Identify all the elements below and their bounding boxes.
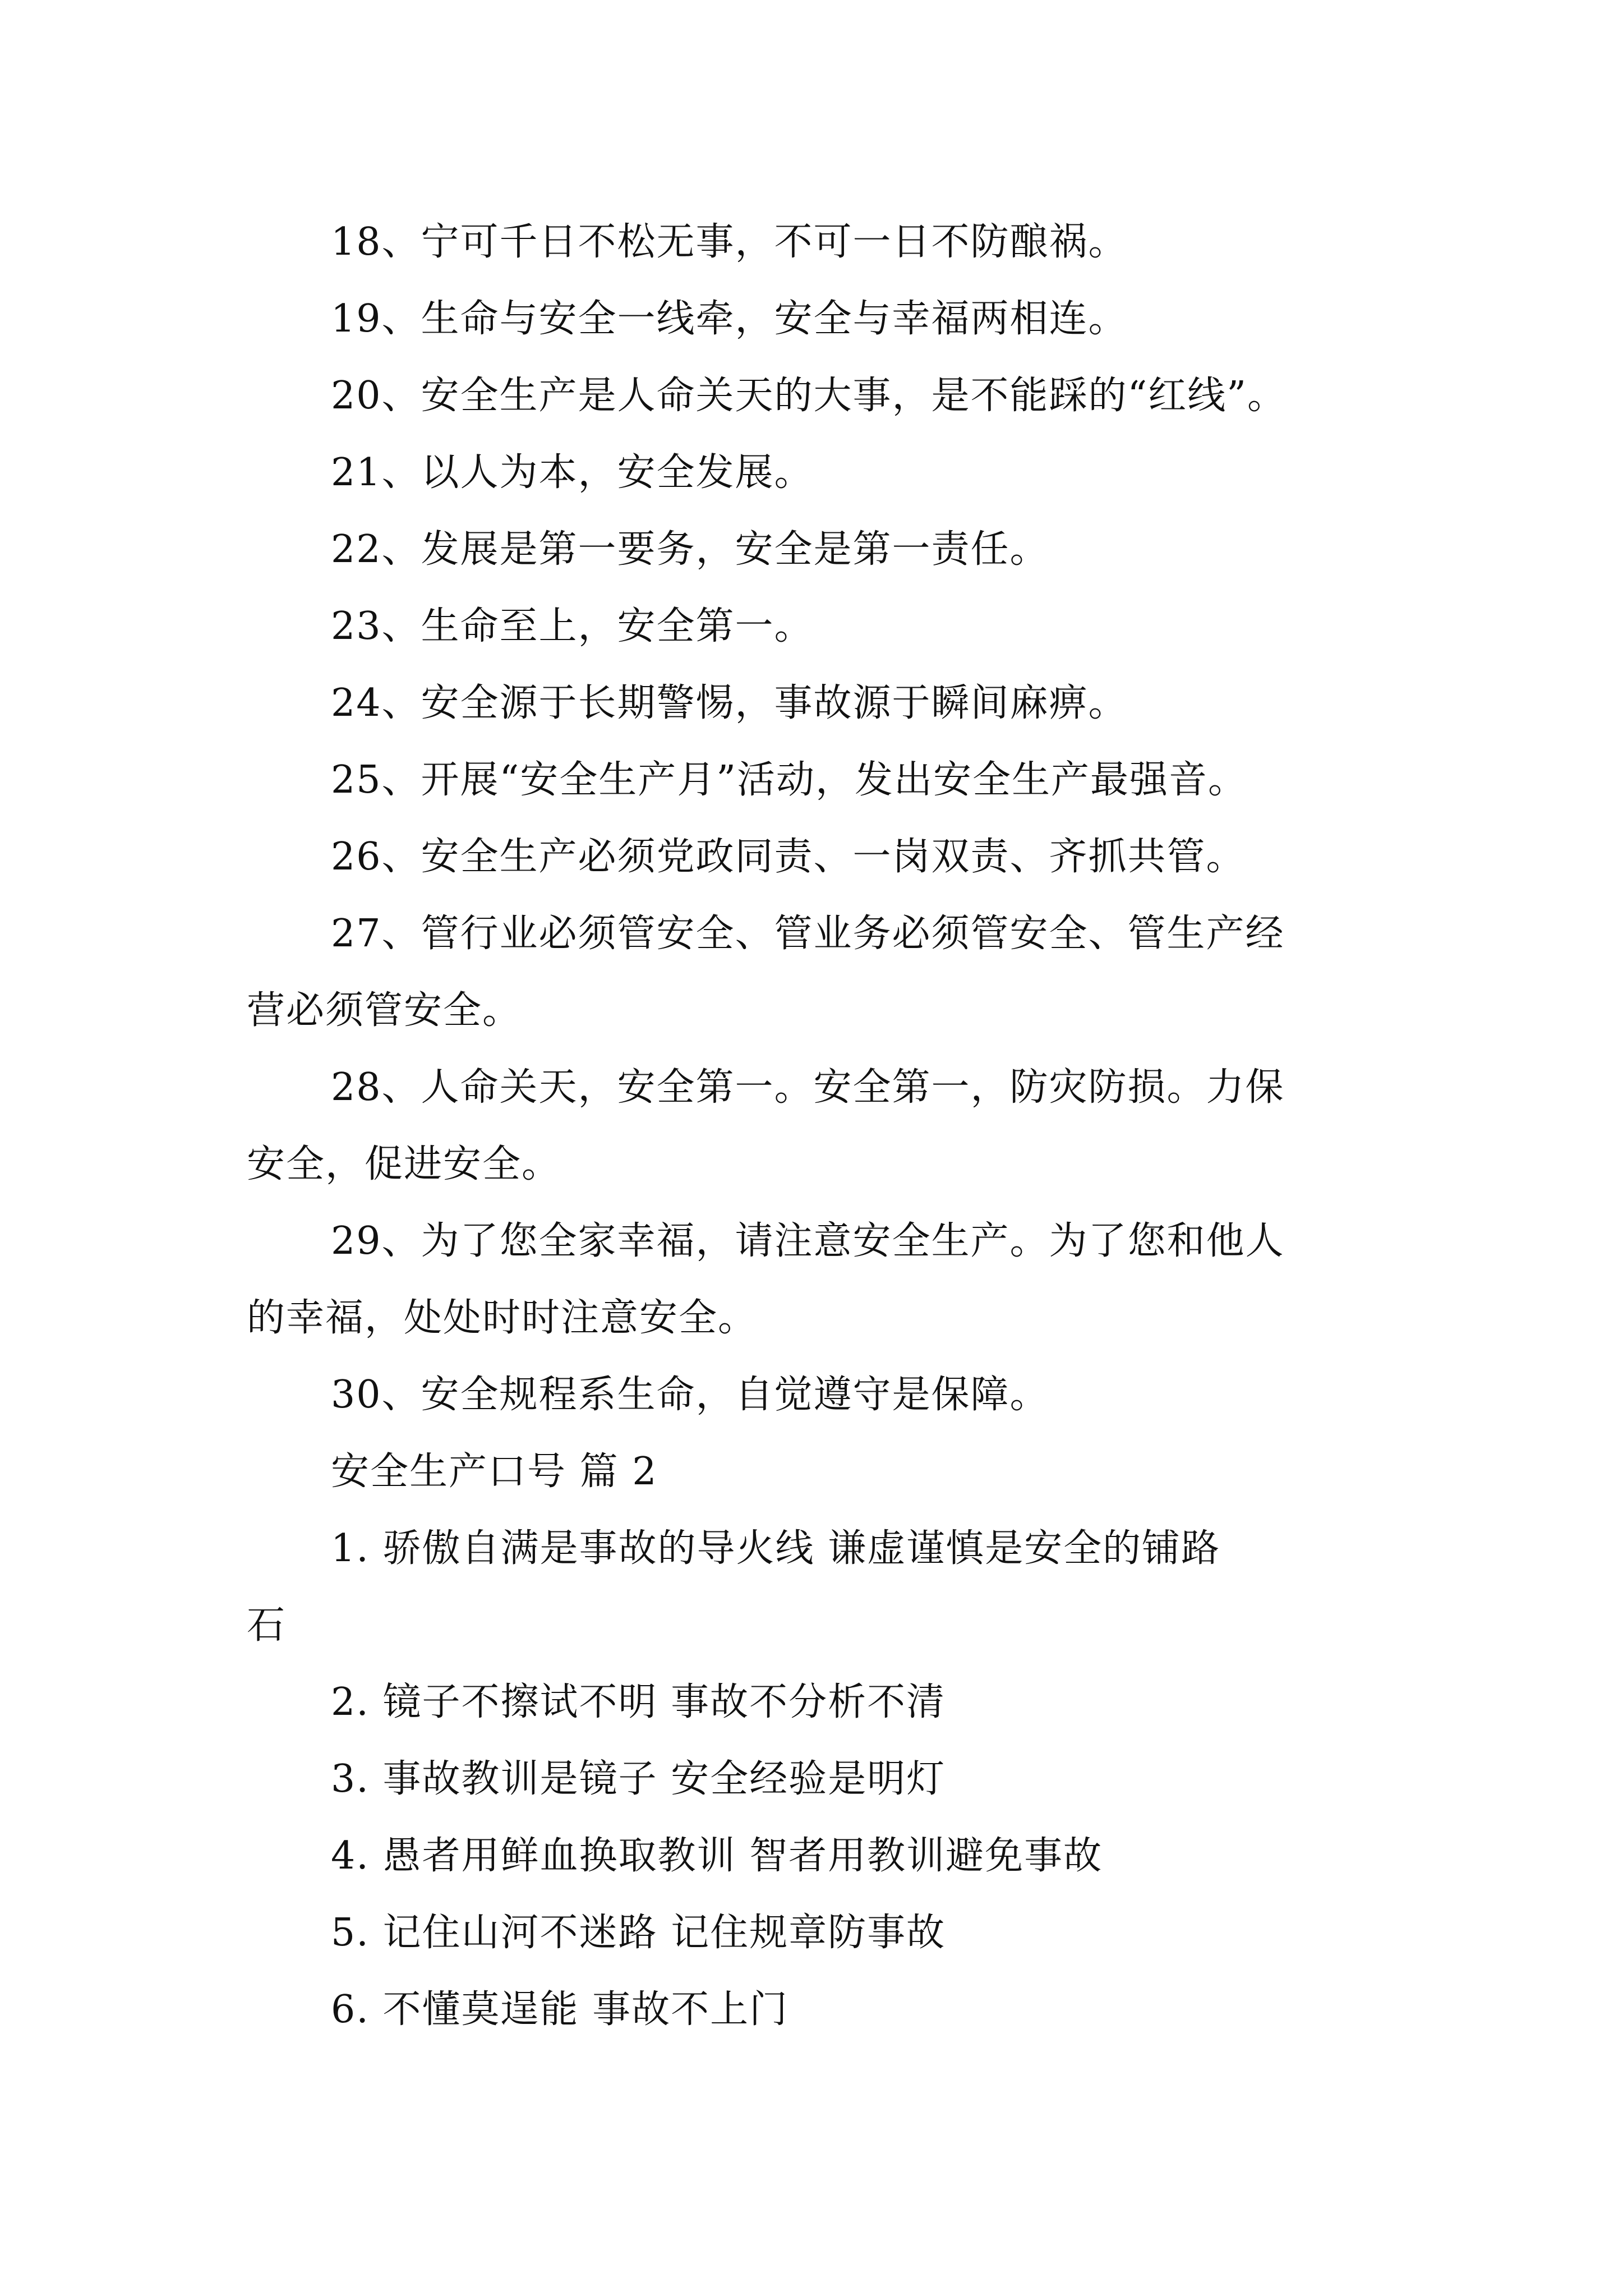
slogan-26: 26、安全生产必须党政同责、一岗双责、齐抓共管。: [331, 835, 1246, 879]
section-heading: 安全生产口号 篇 2: [331, 1450, 658, 1494]
slogan-23: 23、生命至上，安全第一。: [331, 604, 814, 648]
slogan-18: 18、宁可千日不松无事，不可一日不防酿祸。: [331, 220, 1128, 264]
slogan-28: 28、人命关天，安全第一。安全第一，防灾防损。力保: [331, 1065, 1285, 1110]
list-item-1-continued: 石: [247, 1603, 287, 1648]
list-item-6: 6. 不懂莫逞能 事故不上门: [331, 1987, 789, 2032]
slogan-20: 20、安全生产是人命关天的大事，是不能踩的“红线”。: [331, 374, 1287, 418]
slogan-22: 22、发展是第一要务，安全是第一责任。: [331, 527, 1049, 572]
list-item-4: 4. 愚者用鲜血换取教训 智者用教训避免事故: [331, 1834, 1103, 1878]
list-item-3: 3. 事故教训是镜子 安全经验是明灯: [331, 1757, 946, 1801]
slogan-21: 21、以人为本，安全发展。: [331, 450, 814, 495]
slogan-24: 24、安全源于长期警惕，事故源于瞬间麻痹。: [331, 681, 1128, 725]
list-item-5: 5. 记住山河不迷路 记住规章防事故: [331, 1911, 946, 1955]
slogan-19: 19、生命与安全一线牵，安全与幸福两相连。: [331, 297, 1128, 341]
list-item-1: 1. 骄傲自满是事故的导火线 谦虚谨慎是安全的铺路: [331, 1526, 1221, 1571]
slogan-30: 30、安全规程系生命，自觉遵守是保障。: [331, 1373, 1049, 1417]
list-item-2: 2. 镜子不擦试不明 事故不分析不清: [331, 1680, 946, 1724]
slogan-29: 29、为了您全家幸福，请注意安全生产。为了您和他人: [331, 1219, 1285, 1263]
slogan-27-continued: 营必须管安全。: [247, 988, 522, 1033]
slogan-28-continued: 安全，促进安全。: [247, 1142, 561, 1186]
slogan-27: 27、管行业必须管安全、管业务必须管安全、管生产经: [331, 912, 1285, 956]
slogan-29-continued: 的幸福，处处时时注意安全。: [247, 1296, 758, 1340]
slogan-25: 25、开展“安全生产月”活动，发出安全生产最强音。: [331, 758, 1248, 802]
